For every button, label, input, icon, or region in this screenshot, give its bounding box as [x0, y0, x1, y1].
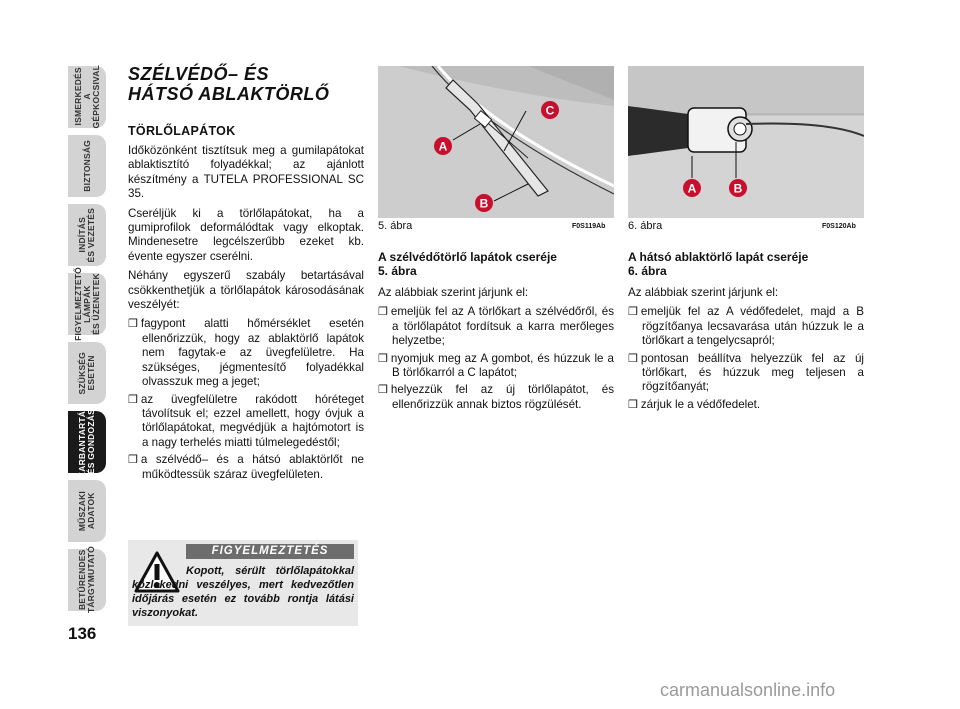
section-heading: TÖRLŐLAPÁTOK — [128, 124, 236, 138]
checkbox-bullet-icon: ❒ — [628, 306, 638, 319]
figure-6-code: F0S120Ab — [822, 223, 856, 230]
callout-label-a: A — [438, 139, 448, 154]
list-item: ❒ az üvegfelületre rakódott hóréteget távolítsuk el; ezzel amellett, hogy óvjuk a törlőlapátokat, megvédjük a hajtómotort is a nagy terhelés miatti túlmelegedéstől; — [128, 392, 364, 449]
callout-label-b: B — [479, 196, 489, 211]
paragraph: Az alábbiak szerint járjunk el: — [378, 286, 529, 299]
checkbox-bullet-icon: ❒ — [128, 318, 138, 331]
list-item: ❒ a szélvédő– és a hátsó ablaktörlőt ne működtessük száraz üvegfelületen. — [128, 453, 364, 481]
tab-label: KARBANTARTÁS ÉS GONDOZÁS — [77, 405, 96, 479]
page-title — [128, 64, 364, 104]
tab-szukseg[interactable] — [68, 342, 106, 404]
checkbox-bullet-icon: ❒ — [378, 384, 388, 397]
warning-text: Kopott, sérült törlőlapátokkal közlekedni veszélyes, mert kedvezőtlen időjárás esetén ez tovább rontja látási viszonyokat. — [132, 565, 354, 619]
figure-5-caption: 5. ábra — [378, 220, 413, 232]
callout-label-a: A — [687, 181, 697, 196]
checkbox-bullet-icon: ❒ — [378, 352, 388, 365]
callout-label-b: B — [733, 181, 743, 196]
checkbox-bullet-icon: ❒ — [628, 398, 638, 411]
list-item: ❒ fagypont alatti hőmérséklet esetén ellenőrizzük, hogy az ablaktörlő lapátok nem fagytak-e az üvegfelületre. Ha szükséges, jégmentesítő folyadékkal olvasszuk meg a jeget; — [128, 317, 364, 389]
paragraph: Néhány egyszerű szabály betartásával csökkenthetjük a törlőlapátok károsodásának veszélyét: — [128, 269, 364, 312]
checkbox-bullet-icon: ❒ — [378, 306, 388, 319]
text-column-middle — [378, 250, 614, 415]
callout-label-c: C — [545, 103, 555, 118]
list-item: ❒ zárjuk le a védőfedelet. — [628, 397, 761, 411]
figure-6-caption: 6. ábra — [628, 220, 663, 232]
chapter-tabs — [68, 66, 106, 618]
section-heading: A szélvédőtörlő lapátok cseréje 5. ábra — [378, 250, 557, 278]
checkbox-bullet-icon: ❒ — [128, 393, 138, 406]
paragraph: Időközönként tisztítsuk meg a gumilapátokat ablaktisztító folyadékkal; az ajánlott készítmény a TUTELA PROFESSIONAL SC 35. — [128, 144, 364, 201]
tab-ismerkedes[interactable] — [68, 66, 106, 128]
figure-5-code: F0S119Ab — [572, 223, 606, 230]
checkbox-bullet-icon: ❒ — [628, 352, 638, 365]
tab-label: BIZTONSÁG — [81, 140, 92, 192]
list-item: ❒ nyomjuk meg az A gombot, és húzzuk le a B törlőkarról a C lapátot; — [378, 351, 614, 380]
tab-figyelmezteto[interactable] — [68, 267, 106, 341]
list-item: ❒ emeljük fel az A törlőkart a szélvédőről, és a törlőlapátot fordítsuk a karra merőleges helyzetbe; — [378, 305, 614, 348]
text-column-right — [628, 250, 864, 415]
warning-box — [128, 540, 358, 626]
windscreen-wiper-illustration — [378, 66, 614, 218]
paragraph: Az alábbiak szerint járjunk el: — [628, 286, 779, 299]
tab-label: ISMERKEDÉS A GÉPKOCSIVAL — [72, 65, 101, 129]
section-heading: A hátsó ablaktörlő lapát cseréje 6. ábra — [628, 250, 809, 278]
list-item: ❒ emeljük fel az A védőfedelet, majd a B rögzítőanya lecsavarása után húzzuk le a törlőkart a tengelycsapról; — [628, 305, 864, 348]
tab-label: SZÜKSÉG ESETÉN — [77, 351, 96, 395]
tab-label: FIGYELMEZTETŐ LÁMPÁK ÉS ÜZENETEK — [72, 267, 101, 341]
tab-biztonsag[interactable] — [68, 135, 106, 197]
title-line-1: SZÉLVÉDŐ– ÉS — [128, 64, 270, 84]
title-line-2: HÁTSÓ ABLAKTÖRLŐ — [128, 84, 330, 104]
tab-label: INDÍTÁS ÉS VEZETÉS — [77, 207, 96, 263]
checkbox-bullet-icon: ❒ — [128, 454, 138, 467]
tab-karbantartas[interactable] — [68, 405, 106, 479]
tab-label: BETŰRENDES TÁRGYMUTATÓ — [77, 546, 96, 614]
tab-betu[interactable] — [68, 546, 106, 614]
list-item: ❒ pontosan beállítva helyezzük fel az új törlőkart, és húzzuk meg teljesen a rögzítőanyát; — [628, 351, 864, 394]
figure-6-image — [628, 66, 864, 218]
page-number: 136 — [68, 624, 97, 643]
text-column-left — [128, 64, 364, 485]
rear-wiper-illustration — [628, 66, 864, 218]
tab-label: MŰSZAKI ADATOK — [77, 490, 96, 532]
paragraph: Cseréljük ki a törlőlapátokat, ha a gumiprofilok deformálódtak vagy elkoptak. Mindenesetre legcélszerűbb ezeket kb. évente egyszer cserélni. — [128, 206, 364, 263]
warning-label: FIGYELMEZTETÉS — [186, 544, 354, 559]
tab-inditas[interactable] — [68, 204, 106, 266]
watermark: carmanualsonline.info — [660, 680, 836, 700]
list-item: ❒ helyezzük fel az új törlőlapátot, és ellenőrizzük annak biztos rögzülését. — [378, 383, 614, 411]
tab-muszaki[interactable] — [68, 480, 106, 542]
figure-5-image — [378, 66, 614, 218]
